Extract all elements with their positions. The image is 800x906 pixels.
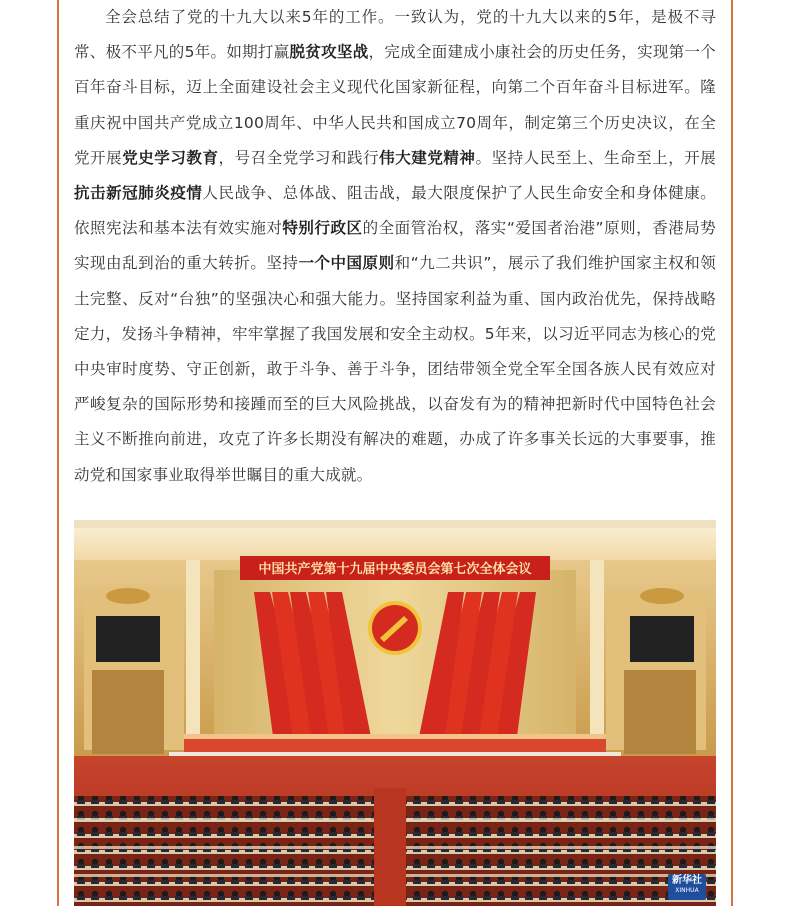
xinhua-watermark: 新华社 XINHUA — [668, 874, 706, 900]
text-segment: ，号召全党学习和践行 — [218, 148, 380, 167]
text-segment: 的全面管治权，落实“爱国者治港”原则，香港局势实现由乱到治的重大转折。坚持 — [74, 219, 716, 273]
text-segment: 人民战争、总体战、阻击战，最大限度保护了人民生命安全和身体健康。依照宪法和基本法有效实施对 — [74, 184, 717, 238]
text-segment: 和“九二共识”，展示了我们维护国家主权和领土完整、反对“台独”的坚强决心和强大能力。坚持国家利益为重、国内政治优先，保持战略定力，发扬斗争精神，牢牢掌握了我国发展和安全主动权。5年来，以习近平同志为核心的党中央审时度势、守正创新，敢于斗争、善于斗争，团结带领全党全军全国各族人民有效应对严峻复杂的国际形势和接踵而至的巨大风险挑战，以奋发有为的精神把新时代中国特色社会主义不断推向前进，攻克了许多长期没有解决的难题，办成了许多事关长远的大事要事，推动党和国家事业取得举世瞩目的重大成就。 — [74, 254, 716, 484]
frame-left-border — [57, 0, 59, 906]
bold-keyword: 党史学习教育 — [122, 148, 219, 167]
bold-keyword: 特别行政区 — [282, 219, 363, 238]
party-emblem-icon — [368, 601, 422, 655]
bold-keyword: 抗击新冠肺炎疫情 — [74, 184, 203, 203]
text-segment: 。坚持人民至上、生命至上，开展 — [475, 148, 717, 167]
bold-keyword: 脱贫攻坚战 — [289, 43, 369, 62]
banner-text: 中国共产党第十九届中央委员会第七次全体会议 — [258, 562, 532, 577]
frame-right-border — [731, 0, 733, 906]
bold-keyword: 伟大建党精神 — [379, 148, 476, 167]
plenary-session-photo — [74, 520, 716, 906]
article-paragraph — [74, 0, 716, 493]
bold-keyword: 一个中国原则 — [298, 254, 395, 273]
text-segment: ，完成全面建成小康社会的历史任务，实现第一个百年奋斗目标，迈上全面建设社会主义现代化国家新征程，向第二个百年奋斗目标进军。隆重庆祝中国共产党成立100周年、中华人民共和国成立70周年，制定第三个历史决议，在全党开展 — [74, 43, 716, 167]
text-segment: 全会总结了党的十九大以来5年的工作。一致认为，党的十九大以来的5年，是极不寻常、极不平凡的5年。如期打赢 — [74, 8, 716, 62]
